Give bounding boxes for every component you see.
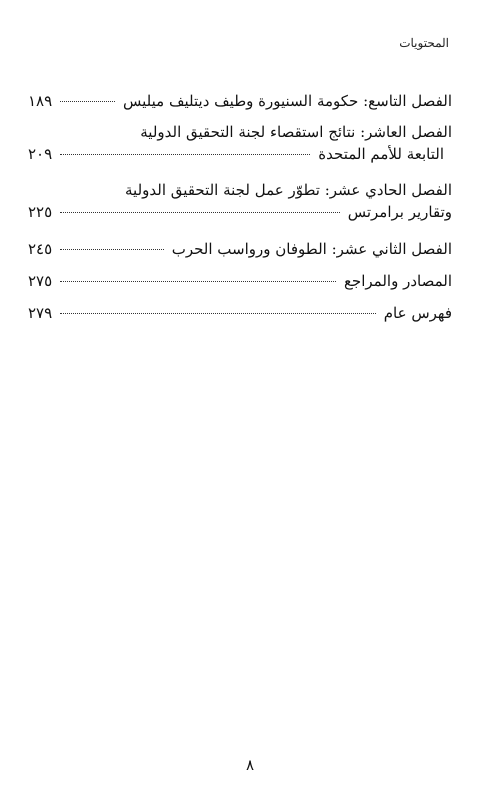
toc-line (28, 302, 452, 324)
page-number: ٨ (245, 756, 255, 774)
toc-line (28, 270, 452, 292)
toc-line-continued (28, 201, 452, 223)
toc-entry-title: الفصل الحادي عشر: تطوّر عمل لجنة التحقيق الدولية (125, 181, 452, 199)
toc-line (28, 90, 452, 112)
toc-page-number: ١٨٩ (28, 92, 53, 110)
toc-entry-title-continued: التابعة للأمم المتحدة (318, 145, 444, 163)
toc-entry-chapter-10 (28, 121, 452, 165)
toc-page-number: ٢٧٩ (28, 304, 53, 322)
toc-page-number: ٢٧٥ (28, 272, 53, 290)
toc-line (28, 121, 452, 143)
dot-leader (60, 281, 336, 282)
running-header: المحتويات (399, 36, 449, 50)
toc-entry-title: المصادر والمراجع (343, 272, 452, 290)
toc-line-continued (28, 143, 452, 165)
toc-entry-title: فهرس عام (383, 304, 452, 322)
toc-entry-title-continued: وتقارير برامرتس (347, 203, 452, 221)
toc-page-number: ٢٢٥ (28, 203, 53, 221)
toc-entry-chapter-12 (28, 238, 452, 260)
toc-entry-title: الفصل العاشر: نتائج استقصاء لجنة التحقيق الدولية (140, 123, 452, 141)
toc-entry-title: الفصل التاسع: حكومة السنيورة وطيف ديتليف ميليس (123, 92, 452, 110)
toc-page-number: ٢٤٥ (28, 240, 53, 258)
toc-entry-chapter-11 (28, 179, 452, 223)
toc-entry-title: الفصل الثاني عشر: الطوفان ورواسب الحرب (171, 240, 452, 258)
toc-entry-sources (28, 270, 452, 292)
dot-leader (60, 154, 310, 155)
dot-leader (60, 212, 340, 213)
dot-leader (60, 101, 115, 102)
toc-line (28, 179, 452, 201)
toc-page-number: ٢٠٩ (28, 145, 53, 163)
dot-leader (60, 313, 376, 314)
toc-entry-chapter-9 (28, 90, 452, 112)
dot-leader (60, 249, 164, 250)
toc-entry-index (28, 302, 452, 324)
toc-line (28, 238, 452, 260)
